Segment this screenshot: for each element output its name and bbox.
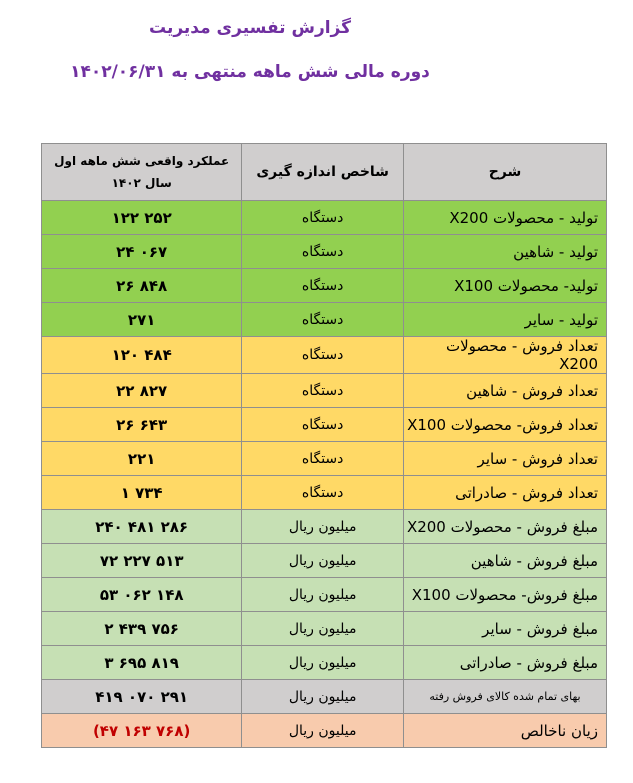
row-unit: دستگاه <box>242 476 404 510</box>
table-row <box>42 510 607 544</box>
row-desc: مبلغ فروش - محصولات X200 <box>403 510 606 544</box>
row-unit: دستگاه <box>242 408 404 442</box>
row-value: ۲۴۰ ۴۸۱ ۲۸۶ <box>42 510 242 544</box>
row-unit: میلیون ریال <box>242 510 404 544</box>
row-desc: تعداد فروش - صادراتی <box>403 476 606 510</box>
table-row <box>42 303 607 337</box>
report-title: گزارش تفسیری مدیریت <box>148 18 352 38</box>
row-unit: میلیون ریال <box>242 714 404 748</box>
table-row <box>42 408 607 442</box>
report-subtitle: دوره مالی شش ماهه منتهی به ۱۴۰۲/۰۶/۳۱ <box>70 62 430 82</box>
row-value: ۷۲ ۲۲۷ ۵۱۳ <box>42 544 242 578</box>
table-row <box>42 544 607 578</box>
table-row <box>42 337 607 374</box>
table-row <box>42 442 607 476</box>
row-desc: زیان ناخالص <box>403 714 606 748</box>
row-value: ۲۲۱ <box>42 442 242 476</box>
row-desc: تعداد فروش - شاهین <box>403 374 606 408</box>
row-value: ۴۱۹ ۰۷۰ ۲۹۱ <box>42 680 242 714</box>
row-unit: دستگاه <box>242 269 404 303</box>
header-desc: شرح <box>403 144 606 201</box>
row-desc: تولید- محصولات X100 <box>403 269 606 303</box>
row-value: ۵۳ ۰۶۲ ۱۴۸ <box>42 578 242 612</box>
row-desc: بهای تمام شده کالای فروش رفته <box>403 680 606 714</box>
row-unit: دستگاه <box>242 235 404 269</box>
row-unit: میلیون ریال <box>242 680 404 714</box>
table-row <box>42 578 607 612</box>
row-desc: تولید - شاهین <box>403 235 606 269</box>
row-value: ۲۶ ۶۴۳ <box>42 408 242 442</box>
row-desc: تعداد فروش- محصولات X100 <box>403 408 606 442</box>
table-row <box>42 714 607 748</box>
row-value: ۱۲۲ ۲۵۲ <box>42 201 242 235</box>
row-unit: دستگاه <box>242 303 404 337</box>
row-desc: تعداد فروش - محصولات X200 <box>403 337 606 374</box>
table-row <box>42 235 607 269</box>
header-unit: شاخص اندازه گیری <box>242 144 404 201</box>
row-desc: مبلغ فروش - صادراتی <box>403 646 606 680</box>
report-table <box>41 143 607 748</box>
row-desc: تعداد فروش - سایر <box>403 442 606 476</box>
row-desc: مبلغ فروش- محصولات X100 <box>403 578 606 612</box>
row-unit: دستگاه <box>242 442 404 476</box>
row-unit: میلیون ریال <box>242 544 404 578</box>
table-row <box>42 646 607 680</box>
row-unit: دستگاه <box>242 337 404 374</box>
table-row <box>42 612 607 646</box>
row-unit: دستگاه <box>242 374 404 408</box>
row-desc: تولید - سایر <box>403 303 606 337</box>
row-unit: میلیون ریال <box>242 578 404 612</box>
row-value: ۲۷۱ <box>42 303 242 337</box>
table-row <box>42 476 607 510</box>
header-value: عملکرد واقعی شش ماهه اول سال ۱۴۰۲ <box>42 144 242 201</box>
table-row <box>42 374 607 408</box>
row-unit: دستگاه <box>242 201 404 235</box>
row-desc: مبلغ فروش - شاهین <box>403 544 606 578</box>
row-value: ۲۴ ۰۶۷ <box>42 235 242 269</box>
row-unit: میلیون ریال <box>242 646 404 680</box>
row-value: ۱۲۰ ۴۸۴ <box>42 337 242 374</box>
row-value: ۱ ۷۳۴ <box>42 476 242 510</box>
row-value: ۲ ۴۳۹ ۷۵۶ <box>42 612 242 646</box>
row-desc: مبلغ فروش - سایر <box>403 612 606 646</box>
row-value: ۲۶ ۸۴۸ <box>42 269 242 303</box>
row-value: ۲۲ ۸۲۷ <box>42 374 242 408</box>
row-value: ۳ ۶۹۵ ۸۱۹ <box>42 646 242 680</box>
row-unit: میلیون ریال <box>242 612 404 646</box>
row-value: (۴۷ ۱۶۳ ۷۶۸) <box>42 714 242 748</box>
table-header-row <box>42 144 607 201</box>
table-row <box>42 201 607 235</box>
table-row <box>42 269 607 303</box>
table-row <box>42 680 607 714</box>
row-desc: تولید - محصولات X200 <box>403 201 606 235</box>
